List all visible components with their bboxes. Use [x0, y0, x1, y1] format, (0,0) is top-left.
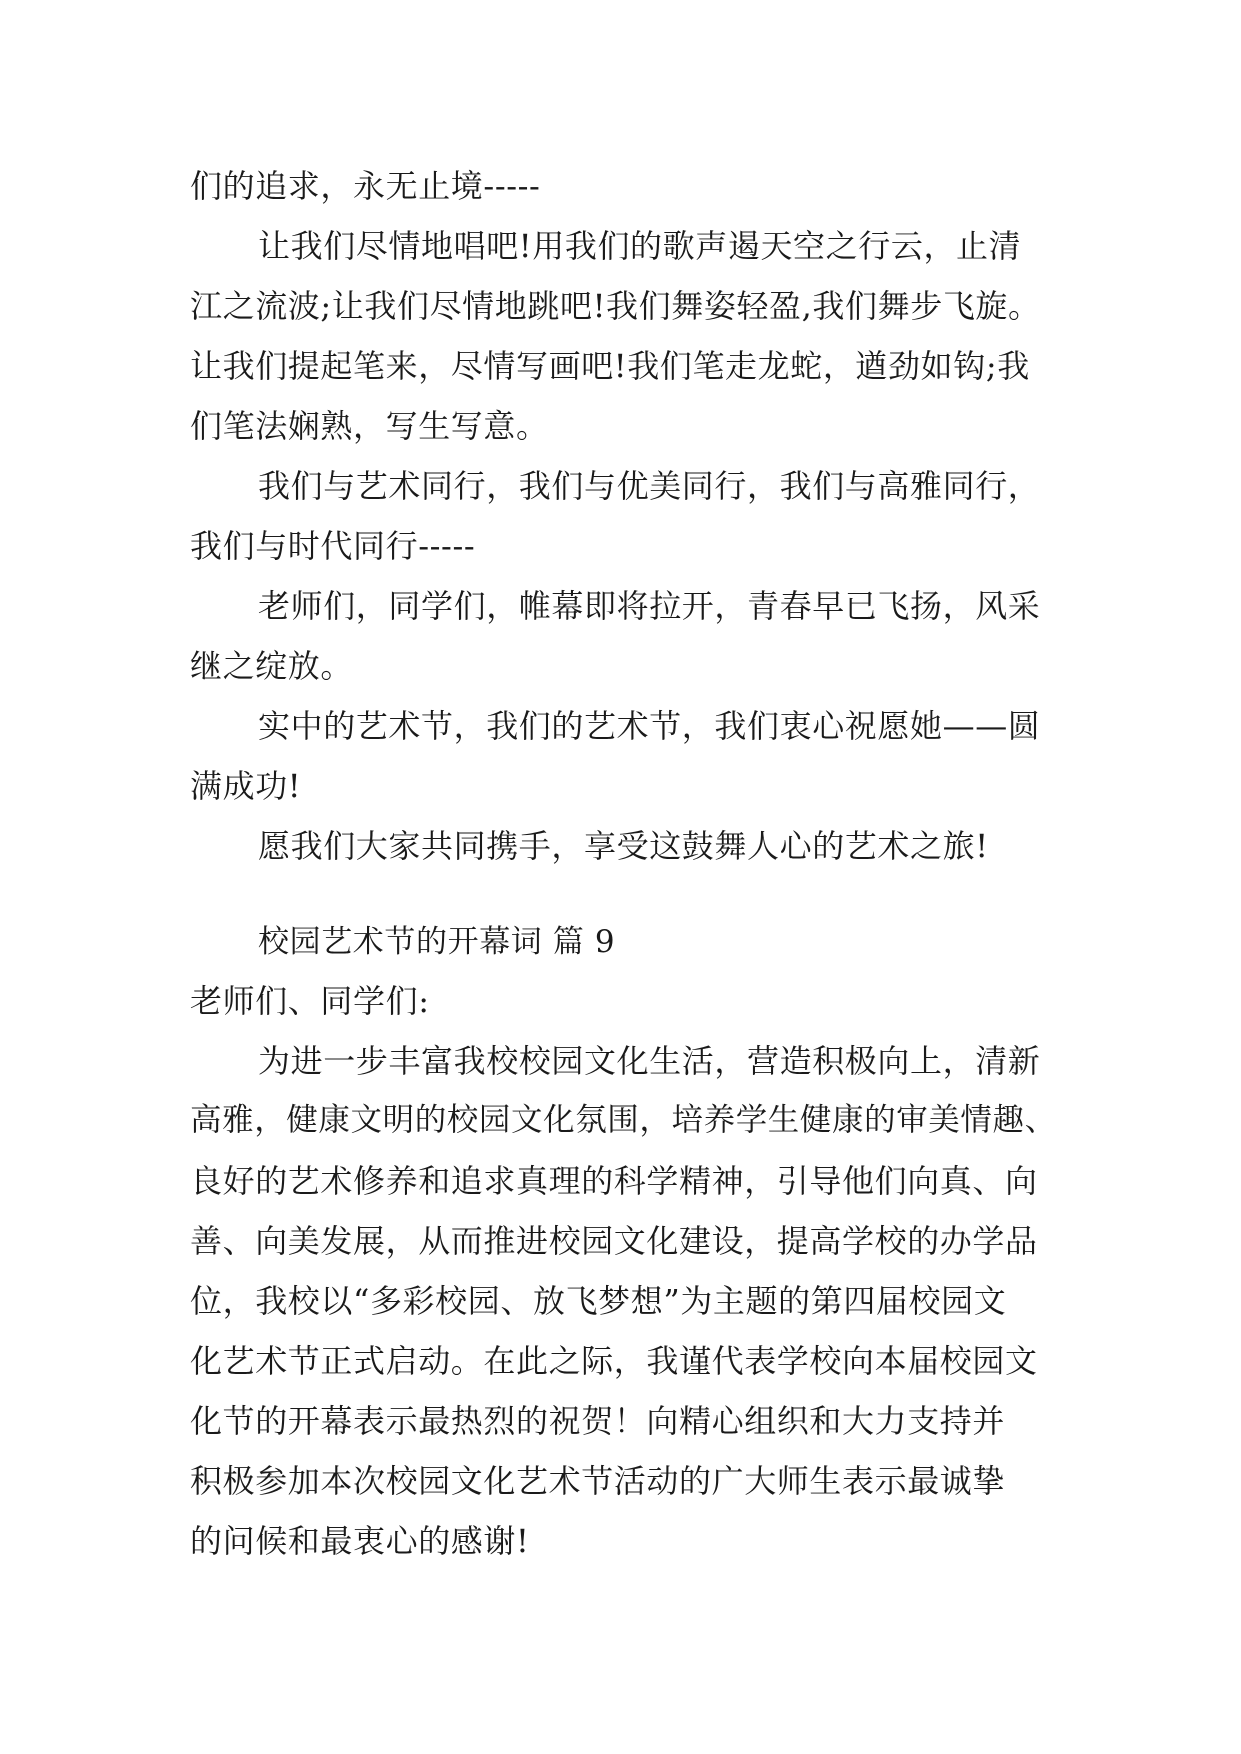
text-line: 为进一步丰富我校校园文化生活，营造积极向上，清新	[258, 1042, 1041, 1080]
text-line: 我们与艺术同行，我们与优美同行，我们与高雅同行，	[258, 467, 1041, 505]
text-line: 积极参加本次校园文化艺术节活动的广大师生表示最诚挚	[190, 1462, 1006, 1500]
text-line: 的问候和最衷心的感谢!	[190, 1522, 530, 1560]
text-line: 我们与时代同行-----	[190, 527, 476, 565]
text-line: 满成功!	[190, 767, 302, 805]
text-line: 江之流波;让我们尽情地跳吧!我们舞姿轻盈,我们舞步飞旋。	[190, 287, 1041, 325]
text-line: 良好的艺术修养和追求真理的科学精神，引导他们向真、向	[190, 1162, 1038, 1200]
text-line: 高雅，健康文明的校园文化氛围，培养学生健康的审美情趣、	[190, 1102, 1057, 1138]
salutation: 老师们、同学们:	[190, 982, 430, 1020]
text-line: 实中的艺术节，我们的艺术节，我们衷心祝愿她——圆	[258, 707, 1041, 745]
text-line: 愿我们大家共同携手，享受这鼓舞人心的艺术之旅!	[258, 827, 989, 865]
text-line: 让我们提起笔来，尽情写画吧!我们笔走龙蛇，遒劲如钩;我	[190, 347, 1030, 385]
text-line: 继之绽放。	[190, 647, 354, 685]
text-line: 老师们，同学们，帷幕即将拉开，青春早已飞扬，风采	[258, 587, 1041, 625]
text-line: 们的追求，永无止境-----	[190, 167, 541, 205]
text-line: 善、向美发展，从而推进校园文化建设，提高学校的办学品	[190, 1222, 1038, 1260]
text-line: 化艺术节正式启动。在此之际，我谨代表学校向本届校园文	[190, 1342, 1038, 1380]
section-heading: 校园艺术节的开幕词 篇 9	[258, 924, 616, 960]
text-line: 们笔法娴熟，写生写意。	[190, 407, 549, 445]
text-line: 让我们尽情地唱吧!用我们的歌声遏天空之行云，止清	[258, 227, 1022, 265]
text-line: 位，我校以“多彩校园、放飞梦想”为主题的第四届校园文	[190, 1282, 1007, 1320]
text-line: 化节的开幕表示最热烈的祝贺！向精心组织和大力支持并	[190, 1402, 1006, 1440]
